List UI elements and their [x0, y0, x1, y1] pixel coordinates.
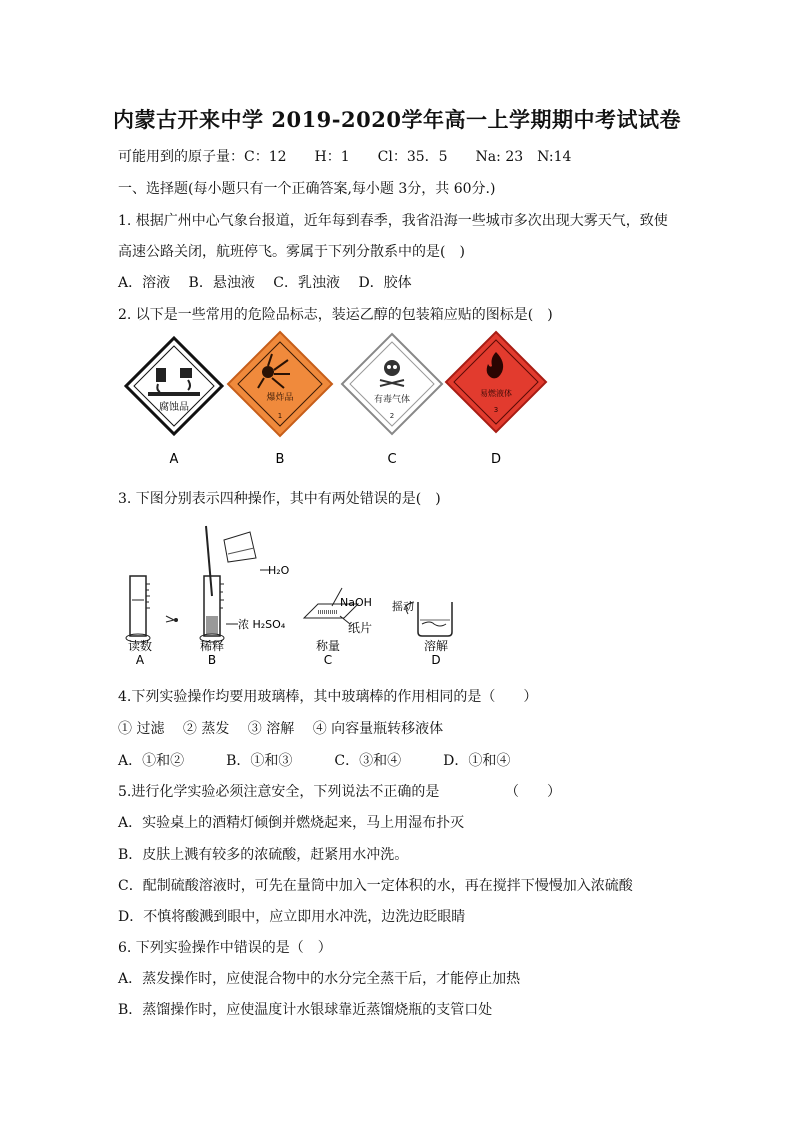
op-b-name: 稀释	[199, 639, 225, 653]
q5-option-d: D．不慎将酸溅到眼中，应立即用水冲洗，边洗边眨眼睛	[118, 909, 466, 925]
hazard-signs	[118, 330, 558, 480]
op-a-name: 读数	[127, 639, 153, 653]
hazard-sign-b	[228, 332, 332, 467]
q6-option-a: A．蒸发操作时，应使混合物中的水分完全蒸干后，才能停止加热	[118, 971, 521, 987]
op-b-letter: B	[207, 653, 217, 667]
label-shake: 摇动	[392, 600, 414, 613]
sign-a-letter: A	[169, 452, 179, 467]
op-a-letter: A	[135, 653, 145, 667]
q5-option-a: A．实验桌上的酒精灯倾倒并燃烧起来，马上用湿布扑灭	[118, 815, 465, 831]
q6-option-b: B．蒸馏操作时，应使温度计水银球靠近蒸馏烧瓶的支管口处	[118, 1002, 493, 1018]
label-naoh: NaOH	[340, 596, 372, 609]
sign-d-number: 3	[493, 406, 499, 414]
sign-c-letter: C	[387, 452, 397, 467]
atomic-masses: 可能用到的原子量：C：12 H：1 Cl：35．5 Na: 23 N:14	[118, 149, 572, 165]
sign-d-text: 易燃液体	[480, 389, 512, 398]
q2-stem: 2. 以下是一些常用的危险品标志，装运乙醇的包装箱应贴的图标是( )	[118, 307, 553, 323]
label-paper: 纸片	[348, 621, 373, 635]
label-conc-h2so4: 浓 H₂SO₄	[238, 618, 286, 631]
q5-answer-paren: （ ）	[505, 784, 561, 800]
sign-c-text: 有毒气体	[373, 395, 411, 405]
q1-stem-line1: 1. 根据广州中心气象台报道，近年每到春季，我省沿海一些城市多次出现大雾天气，致使	[118, 213, 668, 229]
sign-a-text: 腐蚀品	[159, 402, 189, 413]
op-d-letter: D	[431, 653, 441, 667]
q3-stem: 3. 下图分别表示四种操作，其中有两处错误的是( )	[118, 491, 441, 507]
op-d-name: 溶解	[423, 639, 449, 653]
sign-b-letter: B	[275, 452, 285, 467]
q4-options: A．①和② B．①和③ C．③和④ D．①和④	[118, 753, 511, 769]
q4-items: ① 过滤 ② 蒸发 ③ 溶解 ④ 向容量瓶转移液体	[118, 721, 444, 737]
sign-c-number: 2	[389, 412, 395, 420]
op-c-letter: C	[323, 653, 333, 667]
q4-stem: 4.下列实验操作均要用玻璃棒，其中玻璃棒的作用相同的是（ ）	[118, 689, 538, 705]
lab-operations-figure	[118, 520, 478, 670]
page-title: 内蒙古开来中学 2019-2020学年高一上学期期中考试试卷	[113, 107, 681, 132]
op-c-name: 称量	[315, 639, 341, 653]
q1-options: A．溶液 B．悬浊液 C．乳浊液 D．胶体	[118, 275, 412, 291]
q6-stem: 6. 下列实验操作中错误的是（ ）	[118, 940, 332, 956]
q5-stem: 5.进行化学实验必须注意安全，下列说法不正确的是	[118, 784, 440, 800]
sign-b-text: 爆炸品	[266, 393, 294, 403]
q5-option-b: B．皮肤上溅有较多的浓硫酸，赶紧用水冲洗。	[118, 847, 409, 863]
hazard-sign-c	[342, 334, 442, 467]
label-h2o: H₂O	[268, 564, 290, 577]
sign-b-number: 1	[277, 412, 283, 420]
sign-d-letter: D	[490, 452, 502, 467]
q1-stem-line2: 高速公路关闭，航班停飞。雾属于下列分散系中的是( )	[118, 244, 465, 260]
hazard-sign-a	[126, 338, 222, 467]
graduated-cylinder-icon	[126, 576, 178, 642]
section-heading: 一、选择题(每小题只有一个正确答案,每小题 3分，共 60分.)	[118, 181, 496, 197]
q5-option-c: C．配制硫酸溶液时，可先在量筒中加入一定体积的水，再在搅拌下慢慢加入浓硫酸	[118, 878, 633, 894]
hazard-sign-d	[446, 332, 546, 467]
